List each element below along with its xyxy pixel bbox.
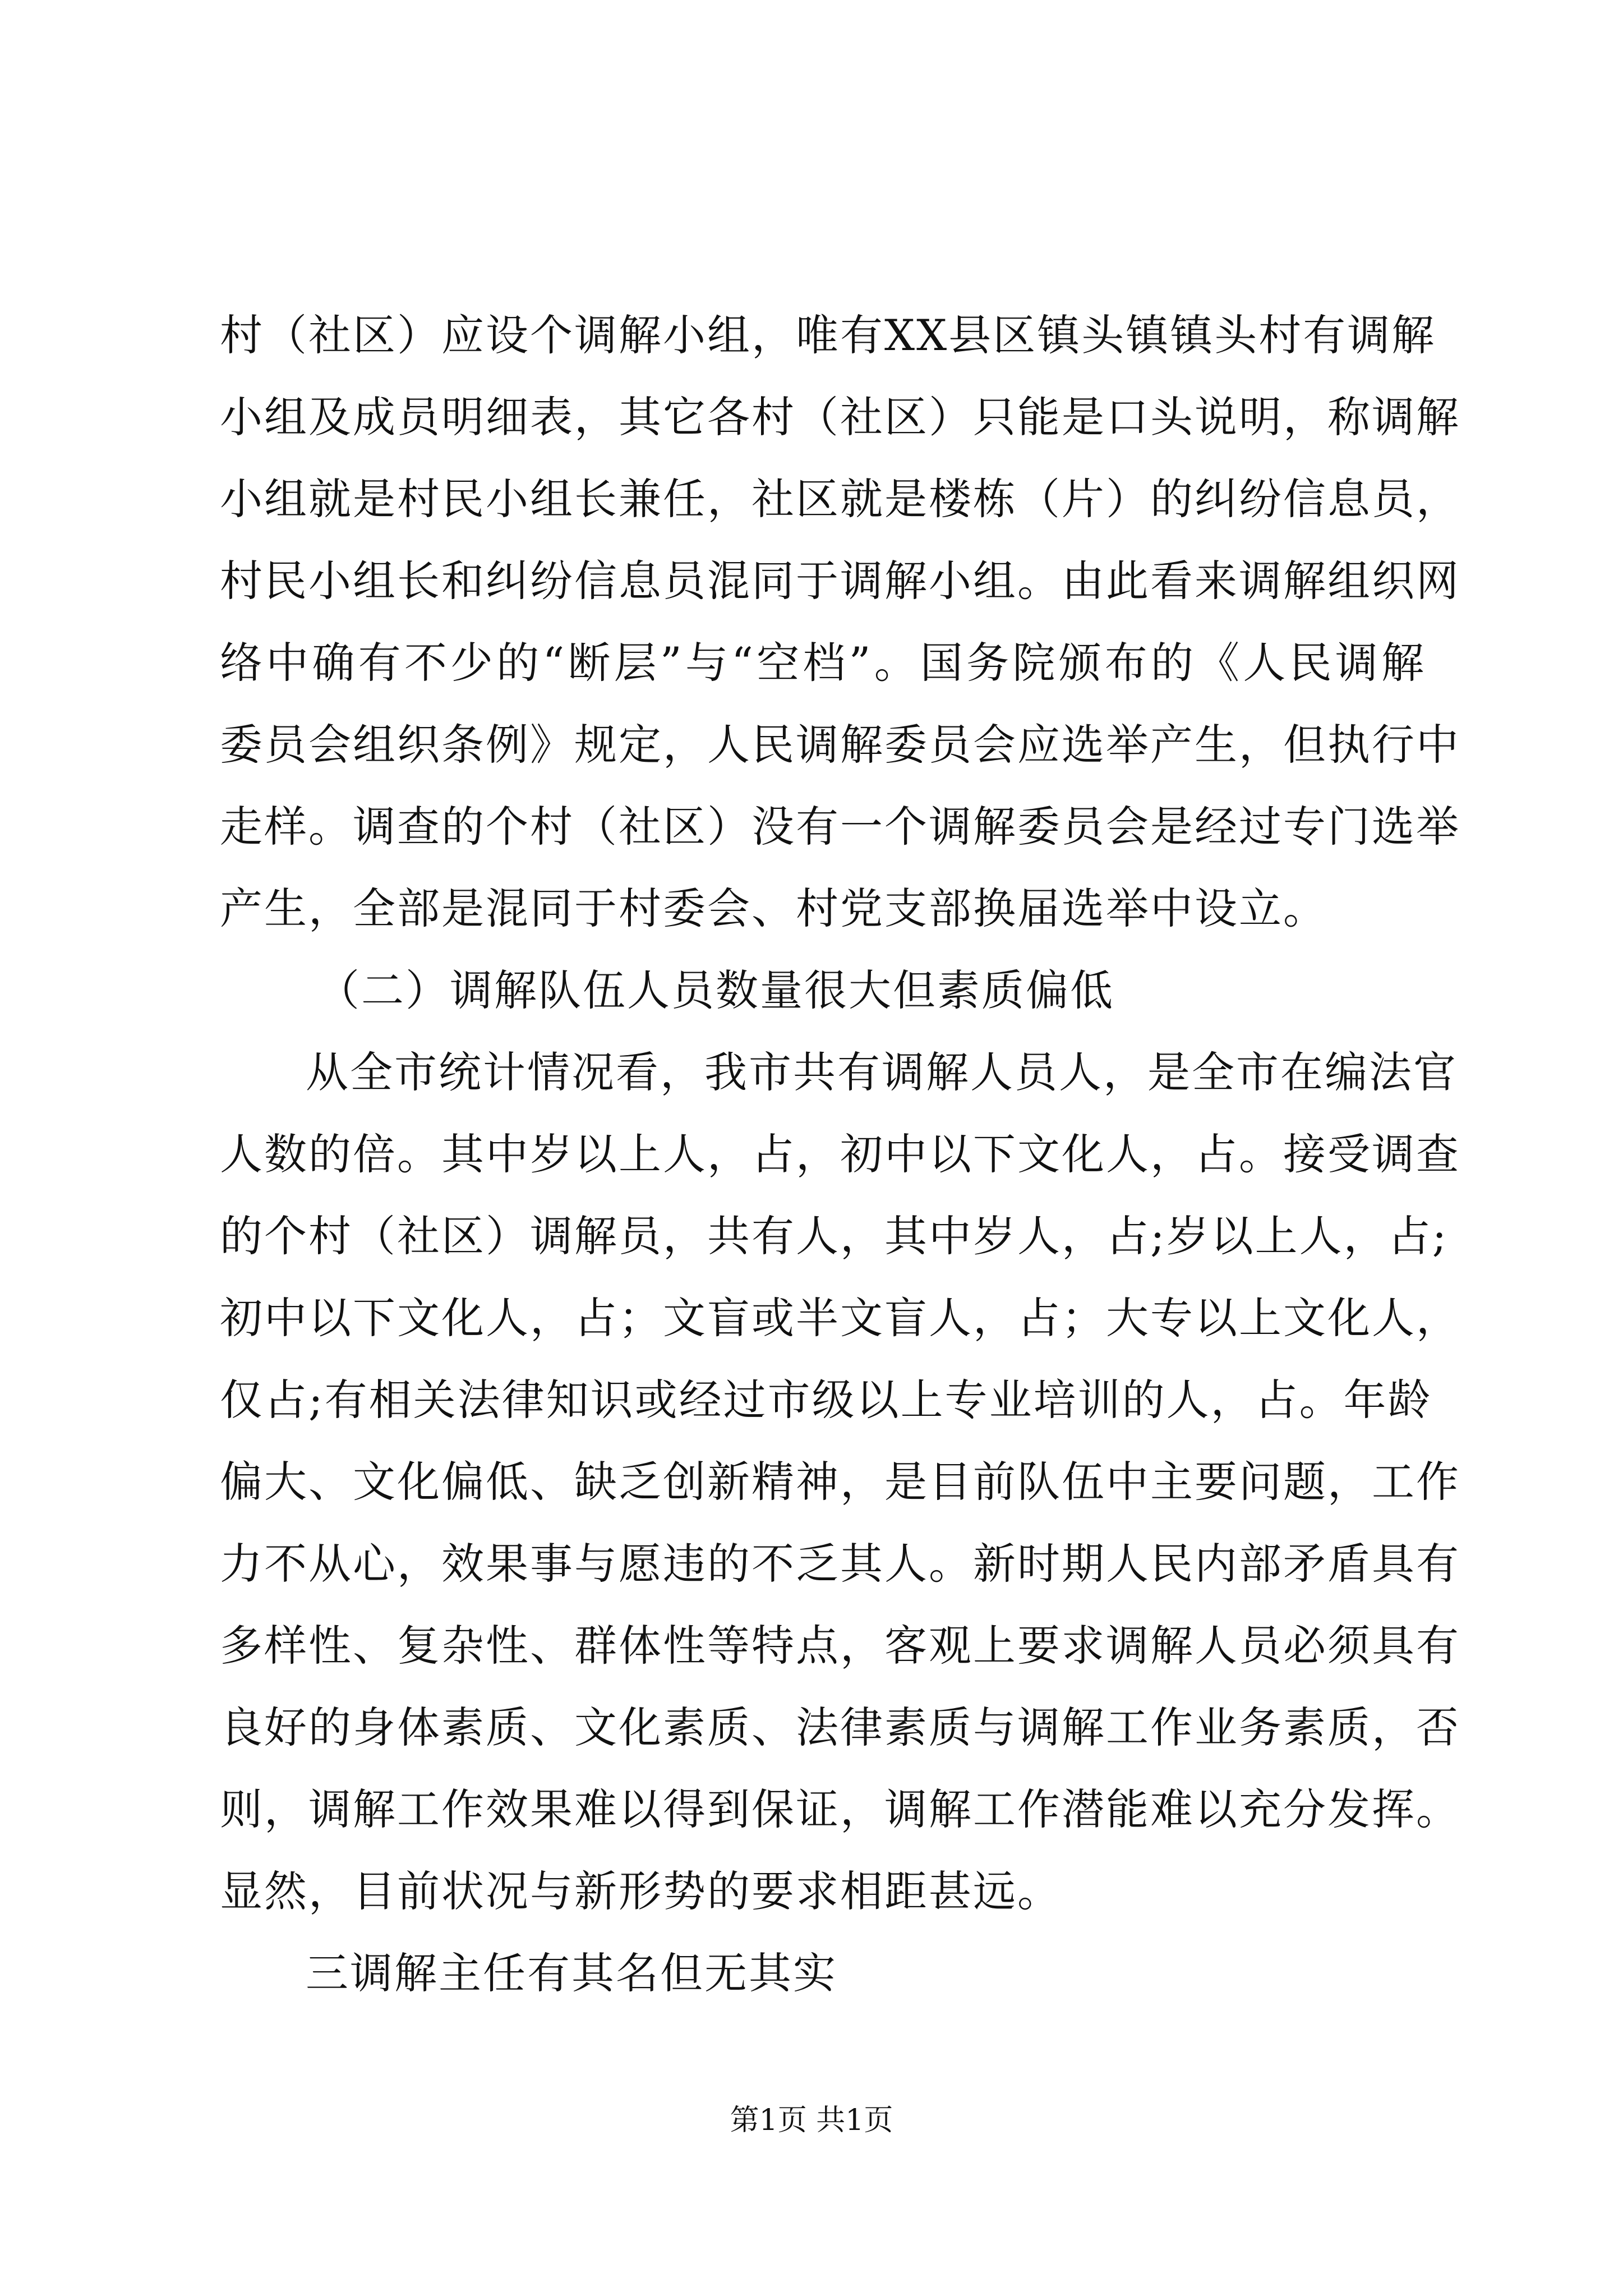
paragraph-line-18: 则，调解工作效果难以得到保证，调解工作潜能难以充分发挥。 xyxy=(220,1784,1460,1834)
paragraph-line-1: 村（社区）应设个调解小组，唯有XX县区镇头镇镇头村有调解 xyxy=(220,310,1436,360)
paragraph-line-11: 的个村（社区）调解员，共有人，其中岁人，占;岁以上人，占; xyxy=(220,1211,1449,1261)
paragraph-line-6: 委员会组织条例》规定，人民调解委员会应选举产生，但执行中 xyxy=(220,720,1460,770)
paragraph-line-19: 显然，目前状况与新形势的要求相距甚远。 xyxy=(220,1866,1062,1916)
paragraph-line-3: 小组就是村民小组长兼任，社区就是楼栋（片）的纠纷信息员， xyxy=(220,474,1460,524)
paragraph-line-17: 良好的身体素质、文化素质、法律素质与调解工作业务素质，否 xyxy=(220,1703,1460,1752)
paragraph-line-4: 村民小组长和纠纷信息员混同于调解小组。由此看来调解组织网 xyxy=(220,556,1460,606)
paragraph-line-14: 偏大、文化偏低、缺乏创新精神，是目前队伍中主要问题，工作 xyxy=(220,1457,1460,1507)
paragraph-line-5: 络中确有不少的“断层”与“空档”。国务院颁布的《人民调解 xyxy=(220,638,1426,688)
paragraph-line-2: 小组及成员明细表，其它各村（社区）只能是口头说明，称调解 xyxy=(220,392,1460,442)
paragraph-line-7: 走样。调查的个村（社区）没有一个调解委员会是经过专门选举 xyxy=(220,802,1460,852)
paragraph-line-10: 人数的倍。其中岁以上人，占，初中以下文化人，占。接受调查 xyxy=(220,1129,1460,1179)
page-footer: 第1页 共1页 xyxy=(730,2104,893,2137)
paragraph-line-13: 仅占;有相关法律知识或经过市级以上专业培训的人，占。年龄 xyxy=(220,1375,1432,1425)
paragraph-line-15: 力不从心，效果事与愿违的不乏其人。新时期人民内部矛盾具有 xyxy=(220,1539,1460,1589)
paragraph-line-9: 从全市统计情况看，我市共有调解人员人，是全市在编法官 xyxy=(306,1047,1458,1097)
section-heading-2: （二）调解队伍人员数量很大但素质偏低 xyxy=(317,965,1114,1015)
paragraph-line-8: 产生，全部是混同于村委会、村党支部换届选举中设立。 xyxy=(220,884,1327,933)
section-heading-3: 三调解主任有其名但无其实 xyxy=(306,1948,837,1998)
paragraph-line-16: 多样性、复杂性、群体性等特点，客观上要求调解人员必须具有 xyxy=(220,1621,1460,1671)
paragraph-line-12: 初中以下文化人，占；文盲或半文盲人，占；大专以上文化人， xyxy=(220,1293,1460,1343)
